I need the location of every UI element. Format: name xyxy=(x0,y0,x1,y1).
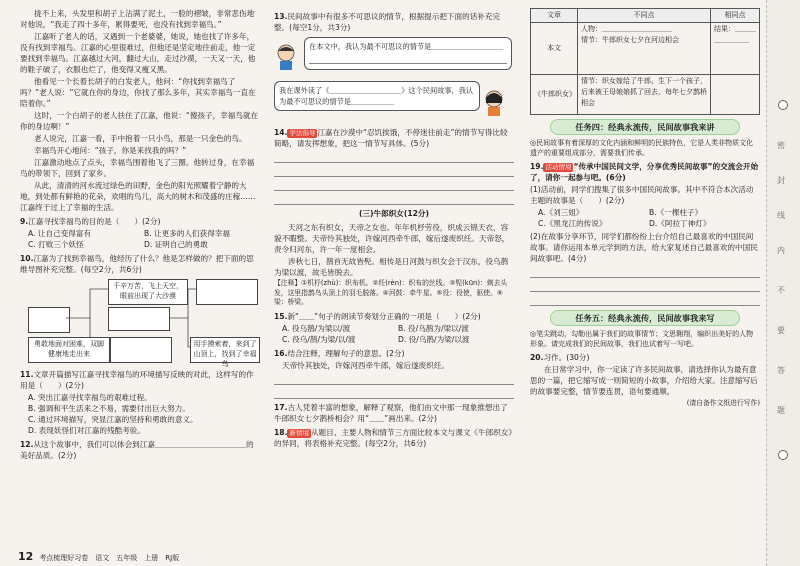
question-9-options xyxy=(28,228,260,250)
task-intro: ◎民间故事有着深厚的文化内涵和鲜明的民族特色，它是人类非物质文化遗产的重要组成部分，需要我们传承。 xyxy=(530,139,754,157)
option[interactable]: D.《阿拉丁神灯》 xyxy=(649,219,711,228)
spine-char: 密 xyxy=(777,141,785,150)
option[interactable]: A. 突出江嘉寻找幸福鸟的艰难过程。 xyxy=(28,393,152,402)
tag-badge: 学法指导 xyxy=(289,129,316,137)
question-14: 14. 学法指导 江嘉在沙漠中“忍饥挨饿，不停迷往前走”的情节写得比较简略，请发挥想象，把这一情节写具体。(5分) xyxy=(274,128,508,148)
mind-map-blank[interactable] xyxy=(196,279,258,305)
table-header: 不同点 xyxy=(578,9,711,23)
child-avatar-icon xyxy=(482,89,506,117)
spine-char: 不 xyxy=(777,286,785,295)
question-16: 16.结合注释，理解句子的意思。(2分) xyxy=(274,348,405,358)
column-right xyxy=(530,8,760,409)
paragraph: 涉秋七日，鹊首无故皆髡。相传是日河鼓与织女会于汉东，役乌鹊为梁以渡，故毛皆脱去。 xyxy=(274,257,509,277)
question-15-options xyxy=(282,323,514,345)
page-footer xyxy=(18,550,179,563)
mind-map xyxy=(20,277,260,368)
comparison-table xyxy=(530,8,760,115)
spine-char: 题 xyxy=(777,406,785,415)
essay-prompt: 在日常学习中，你一定读了许多民间故事，请选择你认为最有意思的一篇，把它缩写成一则简短的小故事，介绍给大家。注意缩写后的故事要完整，情节要连贯，语句要通顺。 xyxy=(530,365,758,396)
q13-bubble-2-wrap xyxy=(274,81,514,123)
speech-bubble: 我在课外读了《＿＿＿＿＿＿＿＿＿＿》这个民间故事，我认为最不可思议的情节是＿＿＿＿＿＿ xyxy=(274,81,480,111)
option[interactable]: B. 强调和平生活来之不易，需要付出巨大努力。 xyxy=(28,404,190,413)
paragraph: 江嘉激动地点了点头，幸福鸟围着他飞了三圈。他转过身，在幸福鸟的带领下，回到了家乡。 xyxy=(20,158,255,178)
binding-hole-icon xyxy=(778,100,788,110)
question-9: 9.江嘉寻找幸福鸟的目的是（ ）(2分) xyxy=(20,217,161,226)
sentence: 天帝怜其独处，许嫁河西牵牛郎，嫁后遂废织纴。 xyxy=(282,360,450,370)
spine-char: 要 xyxy=(777,326,785,335)
answer-lines[interactable] xyxy=(530,266,760,306)
table-row: 本文 人物：＿＿＿＿＿＿＿＿＿＿ 情节：牛郎织女七夕在河边相会 结果：＿＿＿＿＿＿＿＿ xyxy=(531,23,760,75)
footer-text: 考点梳理好习卷 语文 五年级 上册 RJ版 xyxy=(39,554,180,562)
mind-map-box: 用手摸索着，来到了山顶上，找到了幸福鸟 xyxy=(190,337,260,363)
binding-spine xyxy=(766,0,800,566)
mind-map-box: 勇敢地面对困难，双脚健康地走出来 xyxy=(28,337,110,363)
question-18: 18. 新情境 从题目、主要人物和情节三方面比较本文与课文《牛郎织女》的异同，将表格补充完整。(每空2分，共6分) xyxy=(274,427,513,448)
column-middle xyxy=(274,8,514,450)
option[interactable]: D. 役/乌鹊/为梁/以渡 xyxy=(398,334,470,344)
spine-char: 封 xyxy=(777,176,785,185)
spine-char: 答 xyxy=(777,366,785,375)
q13-bubble-1-wrap xyxy=(274,35,514,79)
question-12: 12.从这个故事中，我们可以体会到江嘉＿＿＿＿＿＿＿＿＿＿＿＿的美好品质。(2分) xyxy=(20,440,254,460)
question-20: 20.习作。(30分) xyxy=(530,353,590,362)
option[interactable]: C. 通过环境描写，突显江嘉的坚持和勇敢的意义。 xyxy=(28,415,198,424)
column-left xyxy=(20,8,260,462)
child-avatar-icon xyxy=(274,43,298,71)
option[interactable]: C. 打败三个妖怪 xyxy=(28,240,84,249)
question-11: 11.文章开篇描写江嘉寻找幸福鸟的环境描写反映的对此，这样写的作用是（ ）(2分) xyxy=(20,370,254,390)
paragraph: 幸福鸟开心地问：“孩子，你是来找我的吗？” xyxy=(34,146,187,155)
annotations: 【注释】①机杼(zhù)：织布机。②纴(rèn)：织布的丝线。③髡(kūn)：剃去头发，这里指鹊鸟头顶上的羽毛脱落。④河鼓：牵牛星。⑤役：役使，驱使。⑥梁：桥梁。 xyxy=(274,279,508,306)
mind-map-blank[interactable] xyxy=(108,307,170,331)
binding-hole-icon xyxy=(778,450,788,460)
option[interactable]: D. 表现妖怪们对江嘉的残酷考验。 xyxy=(28,426,145,435)
table-header: 相同点 xyxy=(711,9,760,23)
tag-badge: 活动情境 xyxy=(545,163,572,171)
tag-badge: 新情境 xyxy=(289,428,309,437)
task-banner: 任务五：经典永流传，民间故事我来写 xyxy=(550,310,740,326)
table-header: 文章 xyxy=(531,9,578,23)
answer-lines[interactable] xyxy=(274,373,514,399)
essay-note: (请自备作文纸进行写作) xyxy=(686,399,760,407)
option[interactable]: A. 让自己变得富有 xyxy=(28,229,92,238)
question-17: 17.古人凭着丰富的想象，解释了观察，他们由文中那一现象推想出了牛郎织女七夕鹊桥相会？用“＿＿”画出来。(2分) xyxy=(274,402,508,423)
sub-question: (2)在故事分享环节，同学们都纷纷上台介绍自己最喜欢的中国民间故事。请你运用本单元学到的方法，给大家复述自己最喜欢的中国民间故事吧。(4分) xyxy=(530,232,758,263)
option[interactable]: C. 役乌/鹊/为梁/以/渡 xyxy=(282,334,356,344)
speech-bubble: 在本文中，我认为最不可思议的情节是＿＿＿＿＿＿＿＿＿＿ xyxy=(304,37,512,70)
option[interactable]: B. 役/乌鹊为/梁以/渡 xyxy=(398,323,469,333)
spine-char: 线 xyxy=(777,211,785,220)
paragraph: 拢不上来，头发里和胡子上沾满了泥土，一脸的褶皱，非常悲伤地对他说，“我走了四十多年，累得要死，也没有找到幸福鸟。” xyxy=(20,9,255,29)
reading-passage-continued xyxy=(20,8,260,213)
question-15: 15.新“＿＿”句子的朗读节奏划分正确的一项是（ ）(2分) xyxy=(274,311,481,321)
option[interactable]: D. 证明自己的勇敢 xyxy=(144,240,208,249)
paragraph: 他看见一个长着长胡子的白发老人，他问：“你找到幸福鸟了吗？”老人说：“它就在你的身边，你找了那么多年，其实幸福鸟一直在陪着你。” xyxy=(20,77,256,108)
task-banner: 任务四：经典永流传，民间故事我来讲 xyxy=(550,119,740,135)
question-13: 13.民间故事中有很多不可思议的情节，根据提示把下面的话补充完整。(每空1分，共3分) xyxy=(274,12,501,32)
option[interactable]: A.《刘三姐》 xyxy=(538,208,584,217)
page-number: 12 xyxy=(18,550,34,563)
option[interactable]: B.《一棵柱子》 xyxy=(649,208,703,217)
option[interactable]: A. 役乌鹊/为梁以/渡 xyxy=(282,323,351,333)
mind-map-blank[interactable] xyxy=(110,337,172,363)
option[interactable]: C.《黑龙江的传说》 xyxy=(538,219,607,228)
question-10: 10.江嘉为了找到幸福鸟，他经历了什么？他是怎样做的？把下面的思维导图补充完整。(每空2分，共6分) xyxy=(20,254,254,274)
paragraph: 老人说完，江嘉一看，手中抱着一只小鸟，那是一只金色的鸟。 xyxy=(34,134,247,143)
paragraph: 这时，一个白胡子的老人扶住了江嘉，他说：“傻孩子，幸福鸟就在你的身边啊！” xyxy=(20,111,259,131)
classical-passage xyxy=(274,222,514,278)
table-row: 《牛郎织女》 情节：织女嫁给了牛郎，生下一个孩子，后来被王母娘娘抓了回去，每年七夕鹊桥相会 xyxy=(531,75,760,115)
question-11-options xyxy=(28,392,260,436)
task-intro: ◎笔尖跳动，勾勒出属于我们的故事情节；文思翱翔，编织出美好的人物形象。请完成我们的民间故事，我们也试着写一写吧。 xyxy=(530,330,754,348)
option[interactable]: B. 让更多的人们获得幸福 xyxy=(144,229,230,238)
question-19: 19. 活动情境 “传承中国民间文学，分享优秀民间故事”的交流会开始了，请你一起参与吧。(6分) xyxy=(530,162,759,182)
spine-char: 内 xyxy=(777,246,785,255)
paragraph: 江嘉听了老人的话，又遇到一个老婆婆，她说，她也找了许多年，没有找到幸福鸟。江嘉的心里很难过，但他还是坚定地往前走，他一定要找到幸福鸟。江嘉越过大河，翻过大山，走过沙漠，一天又一天，他的鞋子破了，衣服也烂了，他变得又瘦又黑。 xyxy=(20,32,256,74)
sub-question: (1)活动前，同学们搜集了很多中国民间故事。其中不符合本次活动主题的故事是（ ）(2分) xyxy=(530,185,754,205)
answer-lines[interactable] xyxy=(274,151,514,205)
section-title: (三)牛郎织女(12分) xyxy=(358,209,429,218)
question-19-options xyxy=(538,207,760,229)
paragraph: 从此，清清的河水流过绿色的田野，金色的阳光照耀着宁静的大地，到处都有鲜艳的花朵，欢唱的鸟儿，高大的树木和茂盛的庄稼……江嘉终于过上了幸福的生活。 xyxy=(20,181,256,212)
mind-map-box: 千辛万苦，飞上天空，眼前出现了大沙漠 xyxy=(108,279,188,305)
paragraph: 天河之东有织女，天帝之女也。年年机杼劳役，织成云锦天衣，容貌不暇整。天帝怜其独处，许嫁河西牵牛郎，嫁后遂废织纴。天帝怒，责令归河东，许一年一度相会。 xyxy=(274,223,510,254)
